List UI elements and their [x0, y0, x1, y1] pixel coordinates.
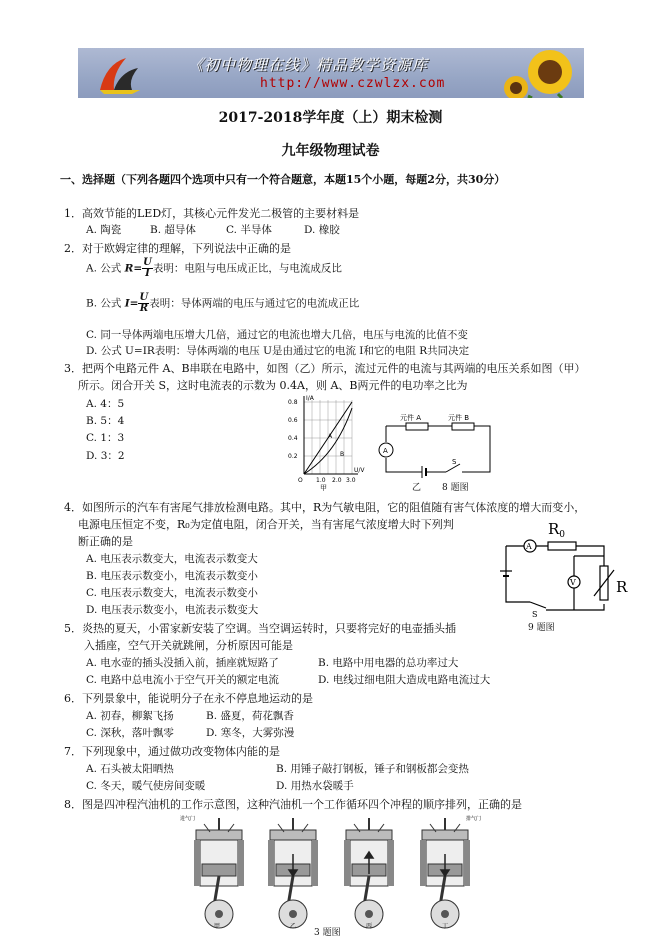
question-1-stem: 1．高效节能的LED灯，其核心元件发光二极管的主要材料是: [64, 207, 360, 220]
question-6-option-d: D. 寒冬，大雾弥漫: [206, 727, 295, 739]
question-6-stem: 6．下列景象中，能说明分子在永不停息地运动的是: [64, 692, 313, 705]
question-5-option-a: A. 电水壶的插头没插入前，插座就短路了: [86, 657, 279, 669]
question-5-option-c: C. 电路中总电流小于空气开关的额定电流: [86, 674, 279, 686]
question-2-option-c: C. 同一导体两端电压增大几倍，通过它的电流也增大几倍，电压与电流的比值不变: [86, 329, 468, 341]
question-6-option-a: A. 初春，柳絮飞扬: [86, 710, 174, 722]
question-3-option-b: B. 5：4: [86, 415, 125, 427]
four-stroke-engine-figure: [180, 812, 490, 934]
switch-label: S: [452, 458, 457, 466]
question-2-stem: 2．对于欧姆定律的理解，下列说法中正确的是: [64, 242, 291, 255]
question-7-option-b: B. 用锤子敲打钢板，锤子和钢板都会变热: [276, 763, 469, 775]
r-label: R: [616, 578, 628, 596]
voltmeter-label: V: [570, 578, 576, 587]
curve-b-label: B: [340, 451, 345, 458]
figure-9-caption: 9 题图: [528, 623, 555, 633]
ammeter-label: A: [526, 542, 532, 551]
y-tick: 0.4: [288, 435, 298, 442]
inlet-valve-label: 进气门: [180, 816, 196, 822]
banner-title: 《初中物理在线》精品教学资源库: [188, 56, 429, 74]
curve-a-label: A: [328, 433, 333, 440]
y-tick: 0.8: [288, 399, 298, 406]
logo-icon: [92, 54, 148, 94]
stroke-label: 丙: [366, 923, 373, 930]
question-3-option-d: D. 3：2: [86, 450, 125, 462]
question-7-stem: 7．下列现象中，通过做功改变物体内能的是: [64, 745, 280, 758]
x-tick: 3.0: [346, 477, 356, 484]
question-2-option-d: D. 公式 U=IR表明：导体两端的电压 U是由通过它的电流 I和它的电阻 R共同决定: [86, 345, 470, 357]
x-tick: 1.0: [316, 477, 326, 484]
r0-resistor: [548, 542, 576, 550]
question-3-option-a: A. 4：5: [86, 398, 125, 410]
question-3-option-c: C. 1：3: [86, 432, 125, 444]
x-tick: 2.0: [332, 477, 342, 484]
exhaust-valve-label: 排气门: [466, 816, 482, 822]
figure-yi-label: 乙: [412, 483, 422, 493]
question-5-option-d: D. 电线过细电阻大造成电路电流过大: [318, 674, 491, 686]
stroke-label: 甲: [214, 923, 221, 930]
section-heading: 一、选择题（下列各题四个选项中只有一个符合题意，本题15个小题，每题2分，共30分）: [60, 173, 506, 186]
x-axis-label: U/V: [354, 467, 365, 474]
element-a-label: 元件 A: [400, 414, 422, 422]
question-5-stem-line1: 5．炎热的夏天，小雷家新安装了空调。当空调运转时，只要将完好的电壶插头插: [64, 622, 456, 635]
y-tick: 0.6: [288, 417, 298, 424]
header-banner: [78, 48, 584, 98]
exhaust-detection-circuit: [496, 516, 631, 620]
r0-label: $R_0$: [548, 520, 566, 540]
question-4-stem-line2: 电源电压恒定不变，R₀为定值电阻，闭合开关，当有害尾气浓度增大时下列判: [78, 518, 454, 531]
figure-3-caption: 3 题图: [314, 928, 341, 938]
iu-graph: [286, 394, 366, 492]
question-4-stem-line3: 断正确的是: [78, 535, 133, 548]
question-2-option-a: A. 公式 R= $\frac{U}{I}$ 表明：电阻与电压成正比，与电流成反比: [86, 257, 342, 279]
question-7-option-c: C. 冬天，暖气使房间变暖: [86, 780, 206, 792]
figure-jia-label: 甲: [320, 484, 327, 492]
question-4-option-b: B. 电压表示数变小，电流表示数变小: [86, 570, 258, 582]
element-b-label: 元件 B: [448, 414, 470, 422]
question-4-option-a: A. 电压表示数变大，电流表示数变大: [86, 553, 258, 565]
stroke-label: 乙: [290, 923, 297, 930]
question-7-option-d: D. 用热水袋暖手: [276, 780, 354, 792]
question-4-stem-line1: 4．如图所示的汽车有害尾气排放检测电路。其中，R为气敏电阻，它的阻值随有害气体浓度的增大而变小，: [64, 501, 586, 514]
question-4-option-d: D. 电压表示数变小，电流表示数变大: [86, 604, 259, 616]
switch-icon: [530, 602, 546, 608]
x-tick: O: [298, 477, 303, 484]
question-6-option-c: C. 深秋，落叶飘零: [86, 727, 174, 739]
question-6-option-b: B. 盛夏，荷花飘香: [206, 710, 294, 722]
stroke-label: 丁: [442, 923, 449, 930]
question-1-option-b: B. 超导体: [150, 224, 196, 236]
ammeter-label: A: [383, 447, 388, 455]
element-b-resistor: [452, 423, 474, 430]
question-5-option-b: B. 电路中用电器的总功率过大: [318, 657, 459, 669]
switch-label: S: [532, 610, 538, 619]
question-7-option-a: A. 石头被太阳晒热: [86, 763, 174, 775]
question-5-stem-line2: 入插座，空气开关就跳闸，分析原因可能是: [84, 639, 293, 652]
question-1-option-d: D. 橡胶: [304, 224, 340, 236]
exam-title: 2017-2018学年度（上）期末检测: [218, 110, 443, 126]
element-a-resistor: [406, 423, 428, 430]
banner-url: http://www.czwlzx.com: [260, 76, 446, 91]
figure-8-caption: 8 题图: [442, 483, 469, 493]
question-3-stem-line2: 所示。闭合开关 S，这时电流表的示数为 0.4A，则 A、B两元件的电功率之比为: [78, 379, 468, 392]
question-4-option-c: C. 电压表示数变大，电流表示数变小: [86, 587, 258, 599]
exam-subtitle: 九年级物理试卷: [281, 143, 380, 159]
y-axis-label: I/A: [306, 395, 314, 402]
engine-stroke-jia: [194, 818, 244, 928]
series-circuit-diagram: [378, 410, 496, 482]
question-2-option-b: B. 公式 I= $\frac{U}{R}$ 表明：导体两端的电压与通过它的电流成正比: [86, 292, 360, 314]
sunflower-icon: [498, 48, 584, 98]
question-8-stem: 8．图是四冲程汽油机的工作示意图，这种汽油机一个工作循环四个冲程的顺序排列，正确的是: [64, 798, 522, 811]
y-tick: 0.2: [288, 453, 298, 460]
question-1-option-a: A. 陶瓷: [86, 224, 122, 236]
question-1-option-c: C. 半导体: [226, 224, 272, 236]
question-3-stem-line1: 3．把两个电路元件 A、B串联在电路中，如图（乙）所示，流过元件的电流与其两端的电压关系如图（甲）: [64, 362, 586, 375]
